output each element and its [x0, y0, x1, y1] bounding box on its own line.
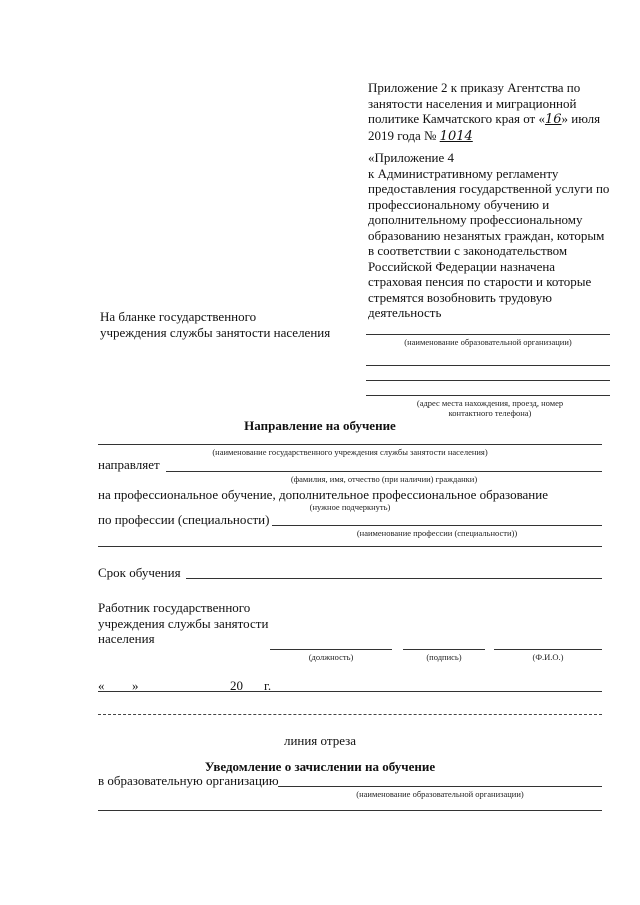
profession-line	[272, 525, 602, 526]
agency-line	[98, 444, 602, 445]
appendix-line-4	[368, 128, 618, 145]
appendix-year: 2019 года №	[368, 127, 440, 143]
date-year-suffix: г.	[264, 678, 272, 693]
appendix-line-2: занятости населения и миграционной	[368, 95, 577, 111]
training-type-text: на профессиональное обучение, дополнительное профессиональное образование	[98, 487, 548, 502]
address-line-2	[366, 380, 610, 381]
profession-caption: (наименование профессии (специальности))	[356, 528, 518, 538]
notice-org-label: в образовательную организацию	[98, 773, 279, 788]
cut-line-label: линия отреза	[283, 733, 357, 748]
appendix-order-number: 1014	[439, 128, 473, 144]
annex-text: «Приложение 4 к Административному регламенту предоставления государственной услуги по профессиональному обучению и дополнительному профессиональному образованию незанятых граждан, которым в соответствии с законодательством Российской Федерации назначена страховая пенсия по старости и которые стремятся возобновить трудовую деятельность	[368, 150, 610, 320]
date-open-quote: «	[98, 678, 105, 693]
notice-org-caption: (наименование образовательной организации)	[356, 789, 524, 799]
address-line-3	[366, 395, 610, 396]
person-caption: (фамилия, имя, отчество (при наличии) гражданки)	[290, 474, 478, 484]
signature-line	[403, 649, 485, 650]
person-line	[166, 471, 602, 472]
appendix-date-suffix: » июля	[561, 111, 601, 126]
fio-line	[494, 649, 602, 650]
notice-title: Уведомление о зачислении на обучение	[204, 759, 436, 774]
address-line-1	[366, 365, 610, 366]
worker-text: Работник государственного учреждения службы занятости населения	[98, 600, 269, 646]
address-caption: (адрес места нахождения, проезд, номер контактного телефона)	[416, 398, 564, 418]
profession-line-2	[98, 546, 602, 547]
underline-caption: (нужное подчеркнуть)	[309, 502, 391, 512]
direction-title: Направление на обучение	[244, 418, 396, 433]
term-label: Срок обучения	[98, 565, 181, 580]
org-name-caption: (наименование образовательной организации)	[404, 337, 572, 347]
fio-caption: (Ф.И.О.)	[532, 652, 564, 662]
signature-caption: (подпись)	[426, 652, 462, 662]
position-caption: (должность)	[308, 652, 354, 662]
date-year-prefix: 20	[230, 678, 243, 693]
date-line	[98, 691, 602, 692]
appendix-date-prefix: политике Камчатского края от «	[368, 111, 545, 126]
term-line	[186, 578, 602, 579]
appendix-header	[368, 80, 618, 144]
notice-org-line-2	[98, 810, 602, 811]
directs-label: направляет	[98, 457, 160, 472]
profession-label: по профессии (специальности)	[98, 512, 270, 527]
org-name-line	[366, 334, 610, 335]
position-line	[270, 649, 392, 650]
notice-org-line	[278, 786, 602, 787]
date-close-quote: »	[132, 678, 139, 693]
blank-note: На бланке государственного учреждения службы занятости населения	[100, 309, 331, 340]
cut-dashed-line	[98, 714, 602, 715]
appendix-line-3	[368, 111, 618, 128]
appendix-line-1: Приложение 2 к приказу Агентства по	[368, 80, 581, 95]
agency-caption: (наименование государственного учреждения службы занятости населения)	[212, 447, 488, 457]
appendix-day: 16	[544, 112, 562, 127]
